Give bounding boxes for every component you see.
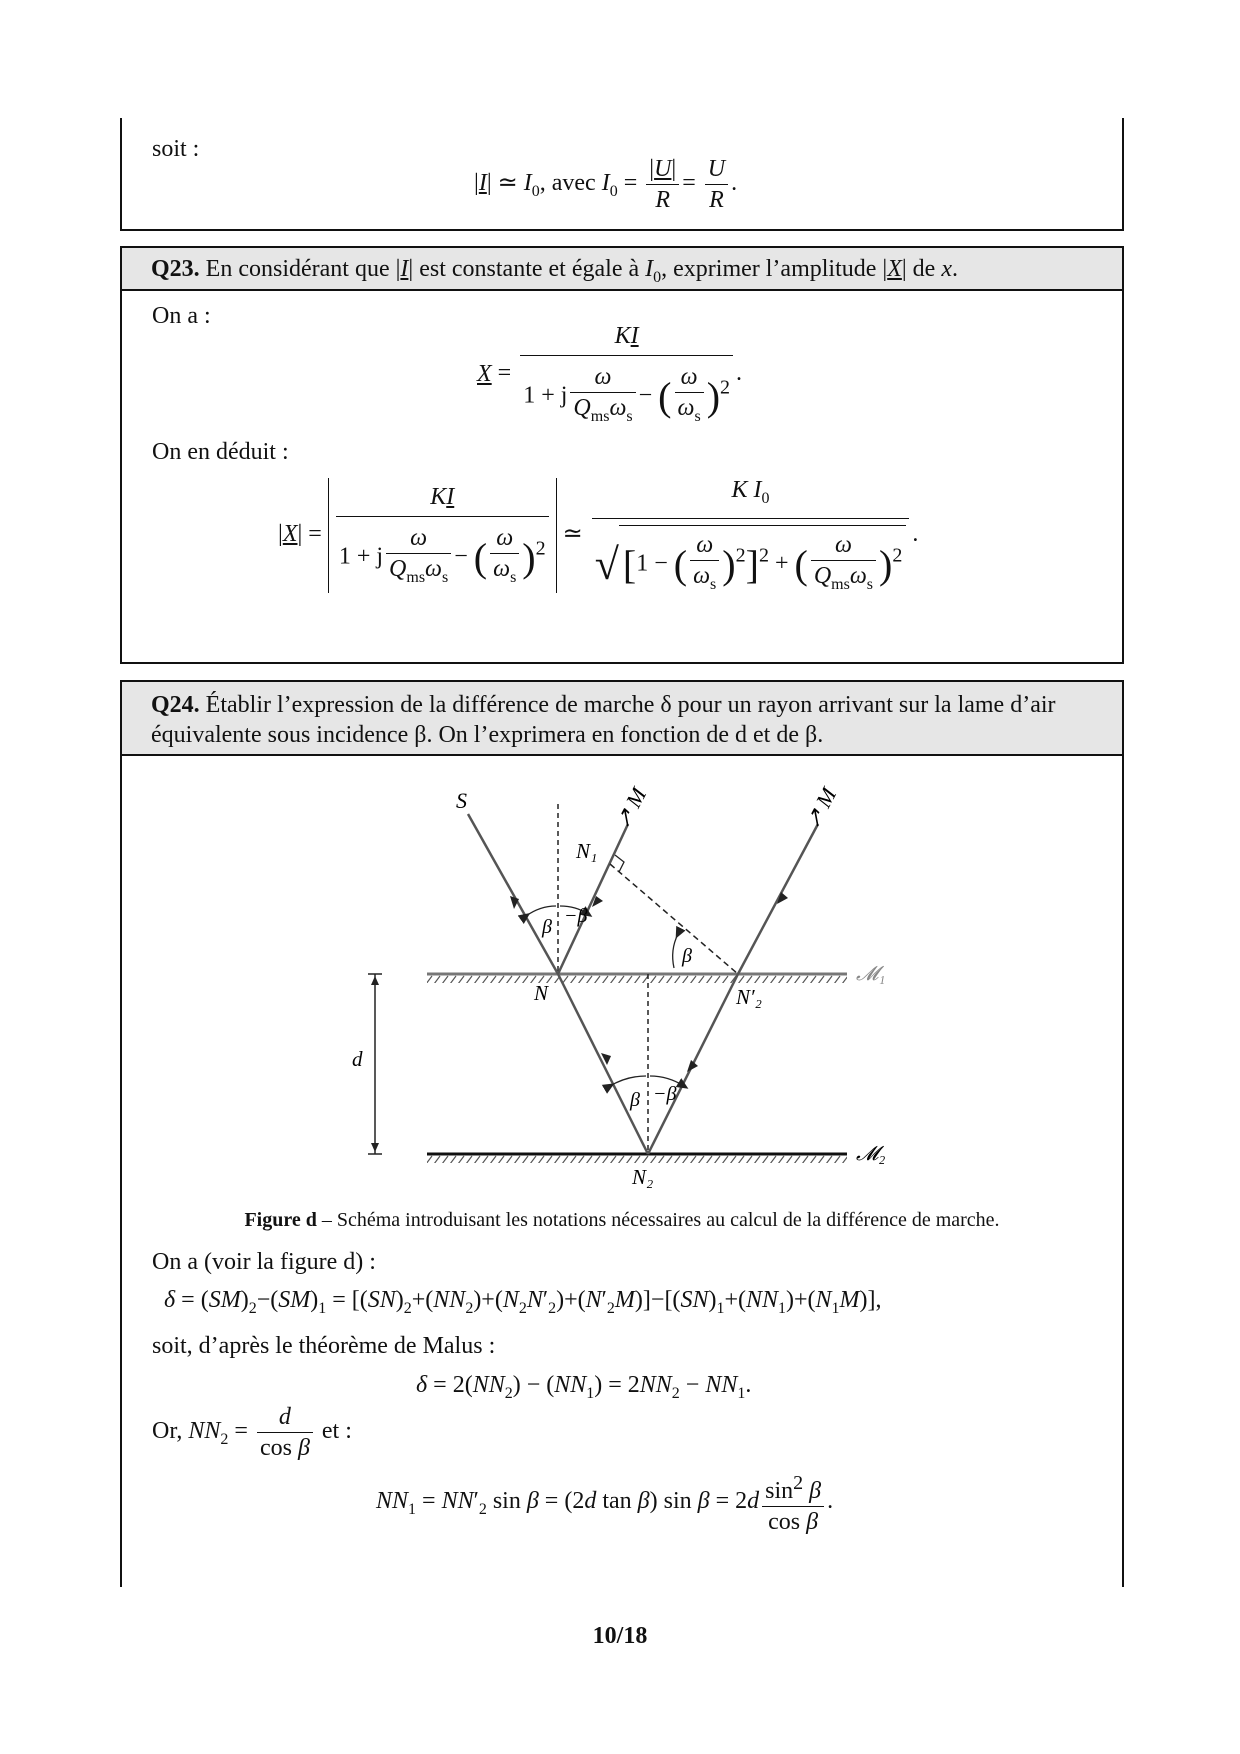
label-m-2: ↗ M bbox=[799, 783, 842, 833]
wave-plane bbox=[610, 864, 738, 974]
air-wedge-figure bbox=[122, 754, 1122, 1194]
q23-answer bbox=[120, 289, 1124, 664]
arrow-up bbox=[687, 1060, 698, 1072]
q24-header bbox=[120, 680, 1124, 756]
label-s: S bbox=[456, 788, 467, 813]
q24-label: Q24. bbox=[151, 692, 200, 718]
previous-answer-block bbox=[120, 118, 1124, 231]
label-beta-2: β bbox=[630, 1089, 640, 1111]
reflected-ray-2 bbox=[738, 824, 818, 974]
x-complex-equation: X = KI 1 + j $\frac{\omega}{Q_{ms}\omega_s}$ − ( $\frac{\omega}{\omega_s}$ )$^2$ . bbox=[477, 317, 742, 432]
label-d: d bbox=[352, 1047, 363, 1071]
q24-answer bbox=[120, 754, 1124, 1587]
q24-question-line2: équivalente sous incidence β. On l’exprimera en fonction de d et de β. bbox=[151, 722, 824, 748]
arc-beta-bottom-left bbox=[610, 1076, 646, 1086]
delta-equation: $\delta = (SM)_2-(SM)_1 = [(SN)_2+(NN_2)+(N_2N'_2)+(N'_2M)]-[(SN)_1+(NN_1)+(N_1M)]$, bbox=[164, 1287, 882, 1317]
mirror-m1-hatch bbox=[427, 975, 847, 983]
mirror-m2-hatch bbox=[427, 1155, 847, 1163]
q24-question-line1: Établir l’expression de la différence de marche δ pour un rayon arrivant sur la lame d’air bbox=[205, 692, 1056, 718]
soit-text: soit : bbox=[152, 136, 200, 162]
label-minus-beta-1: −β bbox=[564, 905, 588, 927]
on-a-text: On a : bbox=[152, 303, 211, 329]
label-beta-wave: β bbox=[682, 945, 692, 967]
nn1-equation: $NN_1 = NN'_2$ sin β = (2d tan β) sin β = 2d $\frac{\sin^2 \beta}{\text{cos β}}$ . bbox=[376, 1468, 833, 1537]
label-minus-beta-2: −β bbox=[653, 1083, 677, 1105]
or-nn2-equation: Or, $NN_2$ = $\frac{d}{\text{cos β}}$ et : bbox=[152, 1404, 352, 1461]
page-number: 10/18 bbox=[592, 1623, 648, 1649]
x-amplitude-equation: |X| = KI 1 + j $\frac{\omega}{Q_{ms}\omega_s}$ − ( $\frac{\omega}{\omega_s}$ )$^2$ ≃ K $I_0$ √ [1 − ( $\frac{\omega}{\omega_s}$ )$^2$]$^2$ + ( $\frac{\omega}{Q_{ms}\omega_s}$ )$^2$ . bbox=[278, 471, 918, 600]
refracted-down-ray bbox=[558, 974, 648, 1154]
arc-beta-top-left bbox=[526, 906, 556, 916]
current-amplitude-equation: |I| ≃ $I_0$, avec $I_0$ = $\frac{|U|}{R}$ = $\frac{U}{R}$ . bbox=[474, 156, 738, 213]
malus-equation: $\delta = 2(NN_2) - (NN_1) = 2NN_2 - NN_1$. bbox=[416, 1372, 752, 1402]
q23-label: Q23. bbox=[151, 256, 200, 282]
q23-block bbox=[120, 246, 1124, 664]
soit-malus-text: soit, d’après le théorème de Malus : bbox=[152, 1333, 496, 1359]
figure-caption: Figure d – Schéma introduisant les notations nécessaires au calcul de la différence de marche. bbox=[244, 1209, 1000, 1231]
label-beta-1: β bbox=[542, 916, 552, 938]
label-mirror-1: 𝓜₁ bbox=[856, 963, 886, 985]
right-angle-marker bbox=[615, 855, 624, 872]
label-n2: N₂ bbox=[632, 1165, 654, 1189]
on-a-voir-text: On a (voir la figure d) : bbox=[152, 1249, 376, 1275]
q23-header: Q23. En considérant que |I| est constante et égale à $I_0$, exprimer l’amplitude |X| de x. bbox=[120, 246, 1124, 291]
label-n: N bbox=[534, 981, 549, 1005]
label-m-1: ↗ M bbox=[609, 783, 652, 833]
q24-block bbox=[120, 680, 1124, 1587]
arc-beta-wave bbox=[673, 934, 678, 968]
on-en-deduit-text: On en déduit : bbox=[152, 439, 289, 465]
incident-ray bbox=[468, 814, 558, 974]
label-mirror-2: 𝓜₂ bbox=[856, 1143, 886, 1165]
label-n2-prime: N′₂ bbox=[736, 985, 762, 1009]
label-n1: N₁ bbox=[576, 839, 598, 863]
